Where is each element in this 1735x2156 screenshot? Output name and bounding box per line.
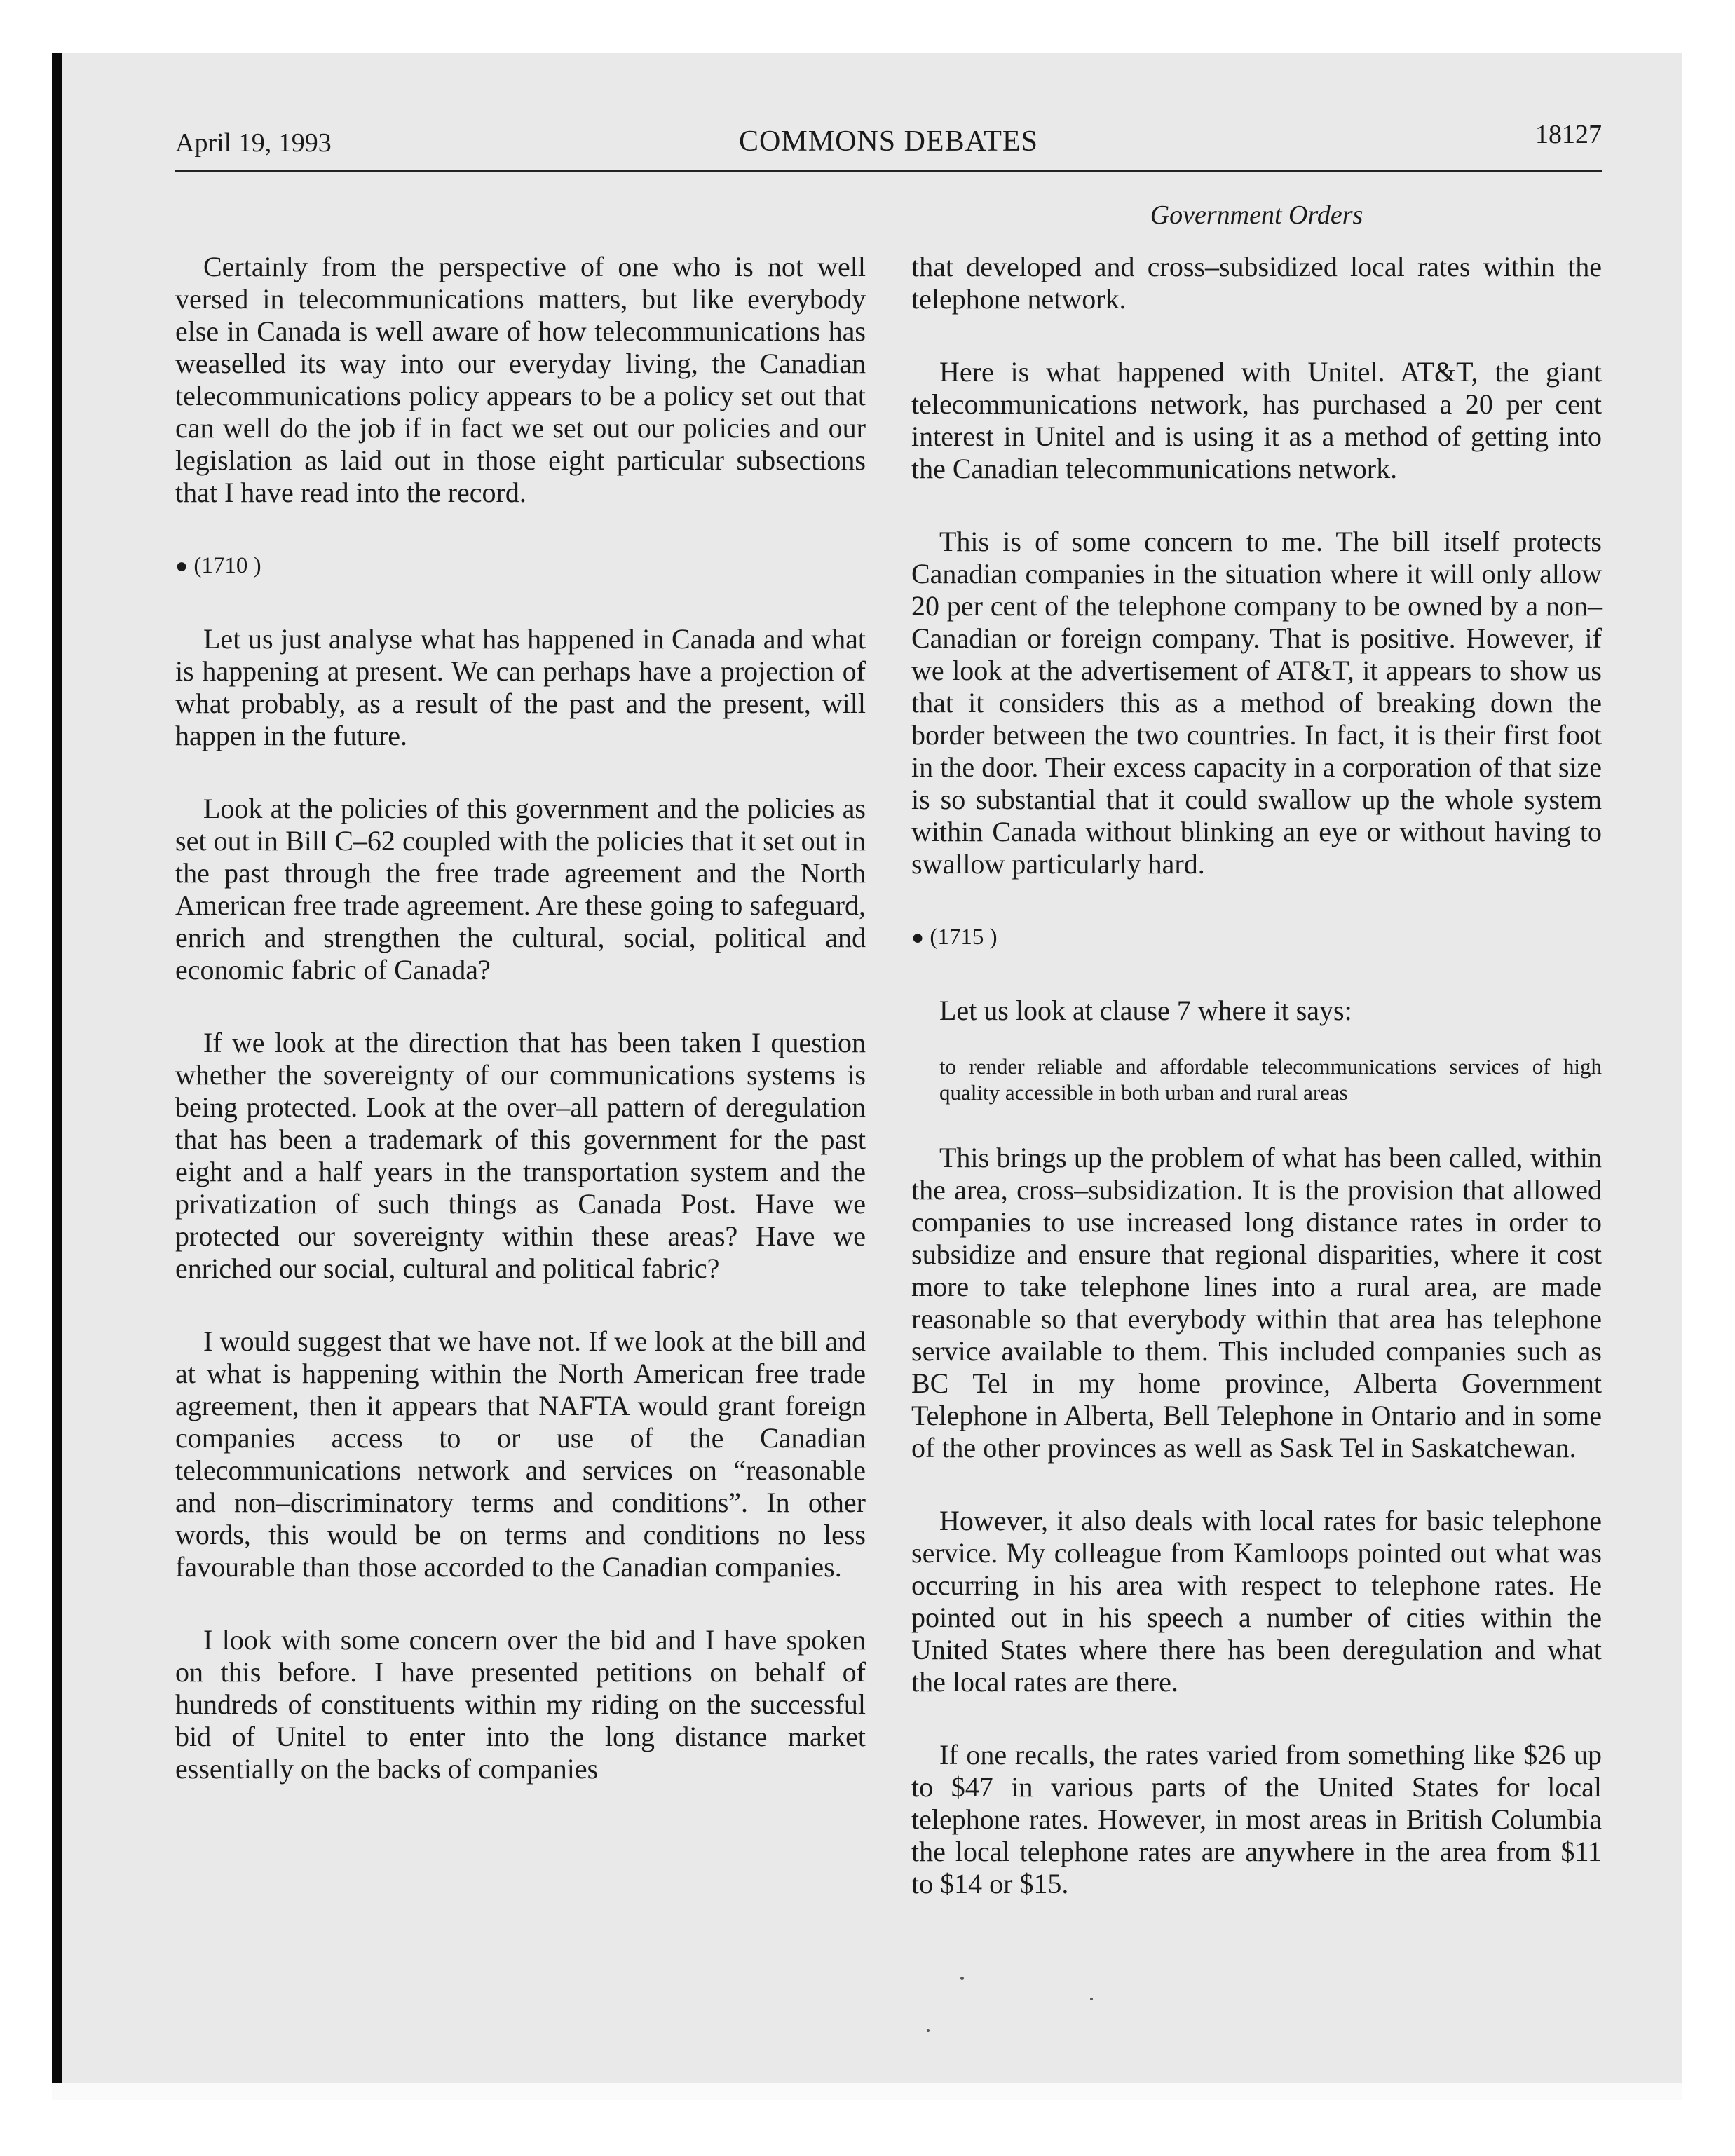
header-date: April 19, 1993 bbox=[175, 128, 332, 158]
right-paragraph-4: Let us look at clause 7 where it says: bbox=[939, 995, 1352, 1026]
block-quote: to render reliable and affordable telecommunications services of high quality accessible in both urban and rural areas bbox=[939, 1054, 1602, 1105]
left-paragraph-6: I look with some concern over the bid and I have spoken on this before. I have presented petitions on behalf of hundreds of constituents within my riding on the successful bid of Unitel to enter into the long distance market essentially on the backs of companies bbox=[175, 1624, 866, 1785]
left-paragraph-3: Look at the policies of this government and the policies as set out in Bill C–62 coupled with the policies that it set out in the past through the free trade agreement and the North American free trade agreement. Are these going to safeguard, enrich and strengthen the cultural, social, political and economic fabric of Canada? bbox=[175, 793, 866, 985]
time-marker-1715 bbox=[911, 921, 1602, 954]
left-column bbox=[175, 251, 866, 1826]
scan-speck bbox=[927, 2029, 930, 2032]
right-column bbox=[911, 251, 1602, 1941]
scan-bottom-edge bbox=[52, 2083, 1682, 2100]
header-page-number: 18127 bbox=[1535, 120, 1602, 149]
left-paragraph-5: I would suggest that we have not. If we look at the bill and at what is happening within the North American free trade agreement, then it appears that NAFTA would grant foreign companies access to or use of the Canadian telecommunications network and services on “reasonable and non–discriminatory terms and conditions”. In other words, this would be on terms and conditions no less favourable than those accorded to the Canadian companies. bbox=[175, 1325, 866, 1583]
left-paragraph-2: Let us just analyse what has happened in Canada and what is happening at present. We can perhaps have a projection of what probably, as a result of the past and the present, will happen in the future. bbox=[175, 623, 866, 751]
scan-speck bbox=[960, 1977, 964, 1980]
time-marker-text: (1715 ) bbox=[930, 925, 998, 950]
header-rule bbox=[175, 170, 1602, 172]
time-marker-text: (1710 ) bbox=[193, 553, 261, 578]
page-header bbox=[175, 119, 1602, 175]
left-paragraph-1: Certainly from the perspective of one who is not well versed in telecommunications matters, but like everybody else in Canada is well aware of how telecommunications has weaselled its way into our everyday living, the Canadian telecommunications policy appears to be a policy set out that can well do the job if in fact we set out our policies and our legislation as laid out in those eight particular subsections that I have read into the record. bbox=[175, 251, 866, 508]
scan-left-shadow bbox=[52, 53, 62, 2100]
right-paragraph-5: This brings up the problem of what has been called, within the area, cross–subsidization. It is the provision that allowed companies to use increased long distance rates in order to subsidize and ensure that regional disparities, where it cost more to take telephone lines into a rural area, are made reasonable so that everybody within that area has telephone service available to them. This included companies such as BC Tel in my home province, Alberta Government Telephone in Alberta, Bell Telephone in Ontario and in some of the other provinces as well as Sask Tel in Saskatchewan. bbox=[911, 1142, 1602, 1464]
header-title: COMMONS DEBATES bbox=[739, 125, 1038, 158]
section-heading: Government Orders bbox=[1150, 200, 1363, 230]
right-paragraph-6: However, it also deals with local rates for basic telephone service. My colleague from Kamloops pointed out what was occurring in his area with respect to telephone rates. He pointed out in his speech a number of cities within the United States where there has been deregulation and what the local rates are there. bbox=[911, 1505, 1602, 1698]
left-paragraph-4: If we look at the direction that has been taken I question whether the sovereignty of our communications systems is being protected. Look at the over–all pattern of deregulation that has been a trademark of this government for the past eight and a half years in the transportation system and the privatization of such things as Canada Post. Have we protected our sovereignty within these areas? Have we enriched our social, cultural and political fabric? bbox=[175, 1027, 866, 1284]
right-paragraph-3: This is of some concern to me. The bill itself protects Canadian companies in the situation where it will only allow 20 per cent of the telephone company to be owned by a non–Canadian or foreign company. That is positive. However, if we look at the advertisement of AT&T, it appears to show us that it considers this as a method of breaking down the border between the two countries. In fact, it is their first foot in the door. Their excess capacity in a corporation of that size is so substantial that it could swallow up the whole system within Canada without blinking an eye or without having to swallow particularly hard. bbox=[911, 526, 1602, 880]
time-marker-1710 bbox=[175, 550, 866, 582]
bullet-icon: ● bbox=[175, 554, 189, 578]
scan-speck bbox=[1090, 1998, 1093, 2000]
right-paragraph-1: that developed and cross–subsidized local rates within the telephone network. bbox=[911, 251, 1602, 315]
bullet-icon: ● bbox=[911, 926, 925, 949]
right-paragraph-2: Here is what happened with Unitel. AT&T, the giant telecommunications network, has purchased a 20 per cent interest in Unitel and is using it as a method of getting into the Canadian telecommunications network. bbox=[911, 356, 1602, 484]
right-paragraph-7: If one recalls, the rates varied from something like $26 up to $47 in various parts of the United States for local telephone rates. However, in most areas in British Columbia the local telephone rates are anywhere in the area from $11 to $14 or $15. bbox=[911, 1739, 1602, 1899]
